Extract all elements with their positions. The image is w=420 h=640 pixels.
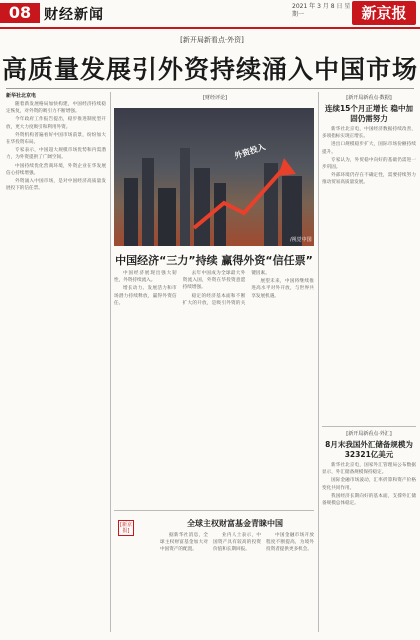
photo-credit: /视觉中国 [290,237,312,243]
right-top-paragraph: 外部环境仍存在不确定性，需要持续努力推动贸易高质量发展。 [322,173,416,186]
main-headline: 高质量发展引外资持续涌入中国市场 [1,55,418,84]
article-headline: 中国经济“三力”持续 赢得外资“信任票” [115,254,313,267]
left-paragraph: 外资机构普遍看好中国市场前景，纷纷加大在华投资布局。 [6,132,106,146]
column-divider [110,92,111,632]
left-paragraph: 专家表示，中国超大规模市场优势和内需潜力，为外资提供了广阔空间。 [6,148,106,161]
fund-paragraph: 业内人士表示，中国资产具有较高的投资价值和长期回报。 [213,533,261,553]
fund-article [160,532,314,632]
left-paragraph: 外资涌入中国市场，是对中国经济高质量发展投下的信任票。 [6,179,106,192]
right-top-article [322,126,416,422]
headline-kicker: [新开局新看点·外资] [180,36,244,44]
fund-paragraph: 中国金融市场开放程度不断提高，为境外投资者提供更多机会。 [266,533,314,553]
page-header [0,0,420,26]
middle-paragraph: 稳定的经济基本面和不断扩大的开放，是吸引外资的关键因素。 [182,271,270,306]
right-rule [322,426,416,427]
right-bottom-tag: [新开局新看点·外汇] [346,431,392,437]
right-top-paragraph: 专家认为，外贸稳中向好的基础仍需进一步巩固。 [322,157,416,171]
right-bottom-paragraph: 我国经济长期向好的基本面，支撑外汇储备规模总体稳定。 [322,493,416,507]
left-paragraph: 随着新发展格局加快构建，中国经济持续稳定恢复，对外资的吸引力不断增强。 [6,102,106,115]
photo-caption-text: 外资投入 [233,142,267,161]
fund-headline: 全球主权财富基金青睐中国 [187,519,283,528]
right-top-tag: [新开局新看点·数据] [346,95,392,101]
column-kicker: [财经评论] [203,95,227,101]
middle-paragraph: 去年中国成为全球最大外资流入国，外资在华投资意愿持续增强。 [182,271,246,291]
right-top-paragraph: 新华社北京电，中国经济数据持续改善，多项指标实现正增长。 [322,127,416,140]
right-bottom-headline: 8月末我国外汇储备规模为32321亿美元 [325,440,413,459]
left-paragraph: 今年政府工作报告提出，稳步推进制度型开放，更大力度吸引和利用外资。 [6,117,106,130]
fund-tag: [新京报] [118,520,134,536]
left-article [6,92,106,632]
news-photo [114,108,314,246]
right-bottom-article [322,462,416,632]
right-bottom-paragraph: 新华社北京电，国家外汇管理局公布数据显示，外汇储备规模保持稳定。 [322,463,416,476]
header-rule [0,27,420,29]
middle-paragraph: 增长动力、发展活力和市场潜力持续释放，赢得外资信任。 [114,286,177,306]
column-divider [318,92,319,632]
newspaper-logo: 新京报 [352,1,416,25]
right-bottom-paragraph: 国际金融市场波动，汇率折算和资产价格变化共同作用。 [322,478,416,491]
right-top-headline: 连续15个月正增长 稳中加固仍需努力 [324,104,414,123]
middle-paragraph: 展望未来，中国将继续推进高水平对外开放，与世界共享发展机遇。 [251,279,314,299]
section-rule [114,510,314,511]
fund-paragraph: 据新华社消息，全球主权财富基金加大对中国资产的配置。 [160,533,208,553]
left-paragraph: 中国持续优化营商环境，外资企业在华发展信心持续增强。 [6,163,106,176]
date-line: 2021 年 3 月 8 日 星期一 [292,3,351,18]
middle-article [114,270,314,508]
section-title: 财经新闻 [44,7,104,23]
right-top-paragraph: 进出口规模稳步扩大，国际市场份额持续提升。 [322,142,416,155]
middle-paragraph: 中国经济展现出强大韧性，外资持续流入。 [114,271,177,284]
headline-rule [6,88,414,89]
city-skyline-image [114,108,314,246]
left-byline: 新华社北京电 [6,93,37,99]
page-number: 08 [0,3,40,23]
